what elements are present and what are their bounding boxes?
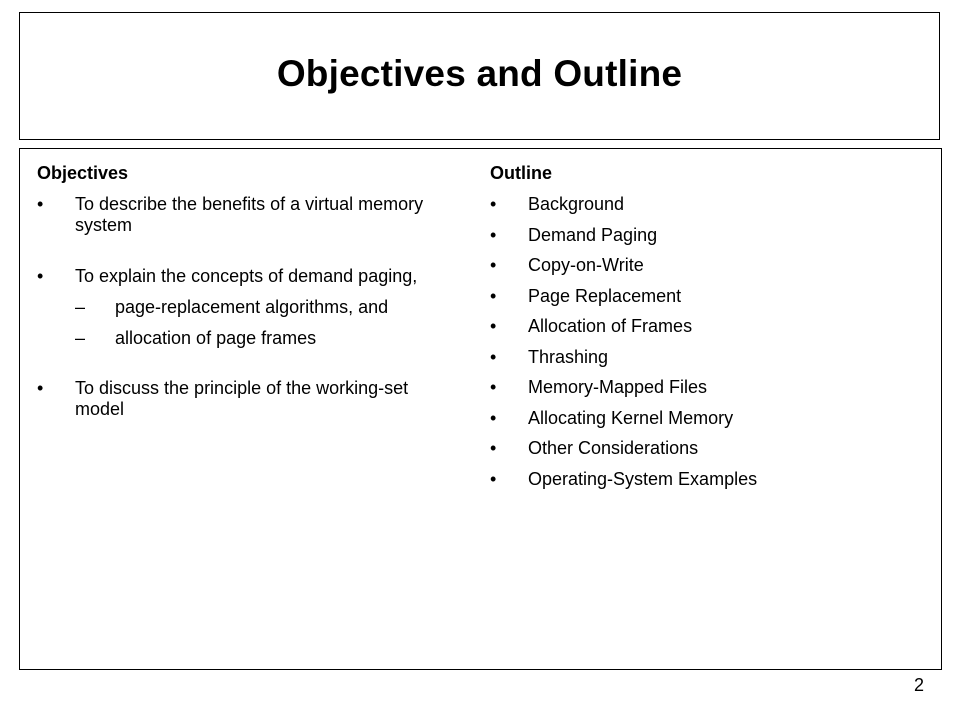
outline-item — [490, 194, 910, 215]
objectives-item — [37, 378, 457, 420]
bullet-icon: • — [490, 346, 497, 367]
bullet-icon: • — [490, 377, 497, 397]
outline-item-text: Allocating Kernel Memory — [528, 407, 734, 428]
outline-item — [490, 408, 910, 429]
content-box — [19, 148, 942, 670]
outline-heading: Outline — [490, 163, 552, 183]
objectives-heading: Objectives — [37, 163, 129, 183]
outline-item — [490, 347, 910, 368]
dash-icon: – — [75, 297, 86, 317]
objectives-subitem-text: page-replacement algorithms, and — [115, 297, 389, 317]
outline-item-text: Page Replacement — [528, 285, 682, 306]
bullet-icon: • — [490, 407, 497, 428]
bullet-icon: • — [37, 194, 44, 214]
title-box — [19, 12, 940, 140]
outline-item-text: Other Considerations — [528, 438, 699, 458]
objectives-item — [37, 266, 457, 287]
objectives-item-text: To explain the concepts of demand paging, — [75, 266, 418, 286]
outline-item — [490, 438, 910, 459]
outline-item-text: Thrashing — [528, 346, 609, 367]
outline-item-text: Copy-on-Write — [528, 255, 644, 275]
objectives-subitem — [37, 297, 457, 318]
page-number: 2 — [914, 675, 925, 695]
outline-item-text: Memory-Mapped Files — [528, 377, 708, 397]
objectives-column — [37, 163, 457, 420]
outline-item — [490, 255, 910, 276]
objectives-subitem — [37, 328, 457, 349]
slide-title: Objectives and Outline — [276, 53, 683, 94]
dash-icon: – — [75, 328, 86, 348]
outline-list — [490, 194, 910, 490]
outline-item — [490, 377, 910, 398]
objectives-item-text: To describe the benefits of a virtual memory system — [75, 194, 424, 235]
outline-item-text: Demand Paging — [528, 224, 658, 245]
bullet-icon: • — [490, 285, 497, 306]
outline-item — [490, 286, 910, 307]
outline-item — [490, 225, 910, 246]
bullet-icon: • — [490, 468, 497, 489]
outline-item — [490, 469, 910, 490]
outline-item-text: Operating-System Examples — [528, 468, 758, 489]
bullet-icon: • — [37, 266, 44, 286]
bullet-icon: • — [37, 378, 44, 398]
objectives-item — [37, 194, 457, 236]
bullet-icon: • — [490, 194, 497, 214]
outline-item-text: Background — [528, 194, 625, 214]
objectives-item-text: To discuss the principle of the working-set model — [75, 378, 409, 419]
outline-column — [490, 163, 910, 499]
bullet-icon: • — [490, 316, 497, 336]
bullet-icon: • — [490, 224, 497, 245]
objectives-subitem-text: allocation of page frames — [115, 328, 317, 348]
outline-item — [490, 316, 910, 337]
bullet-icon: • — [490, 438, 497, 458]
bullet-icon: • — [490, 255, 497, 275]
outline-item-text: Allocation of Frames — [528, 316, 693, 336]
